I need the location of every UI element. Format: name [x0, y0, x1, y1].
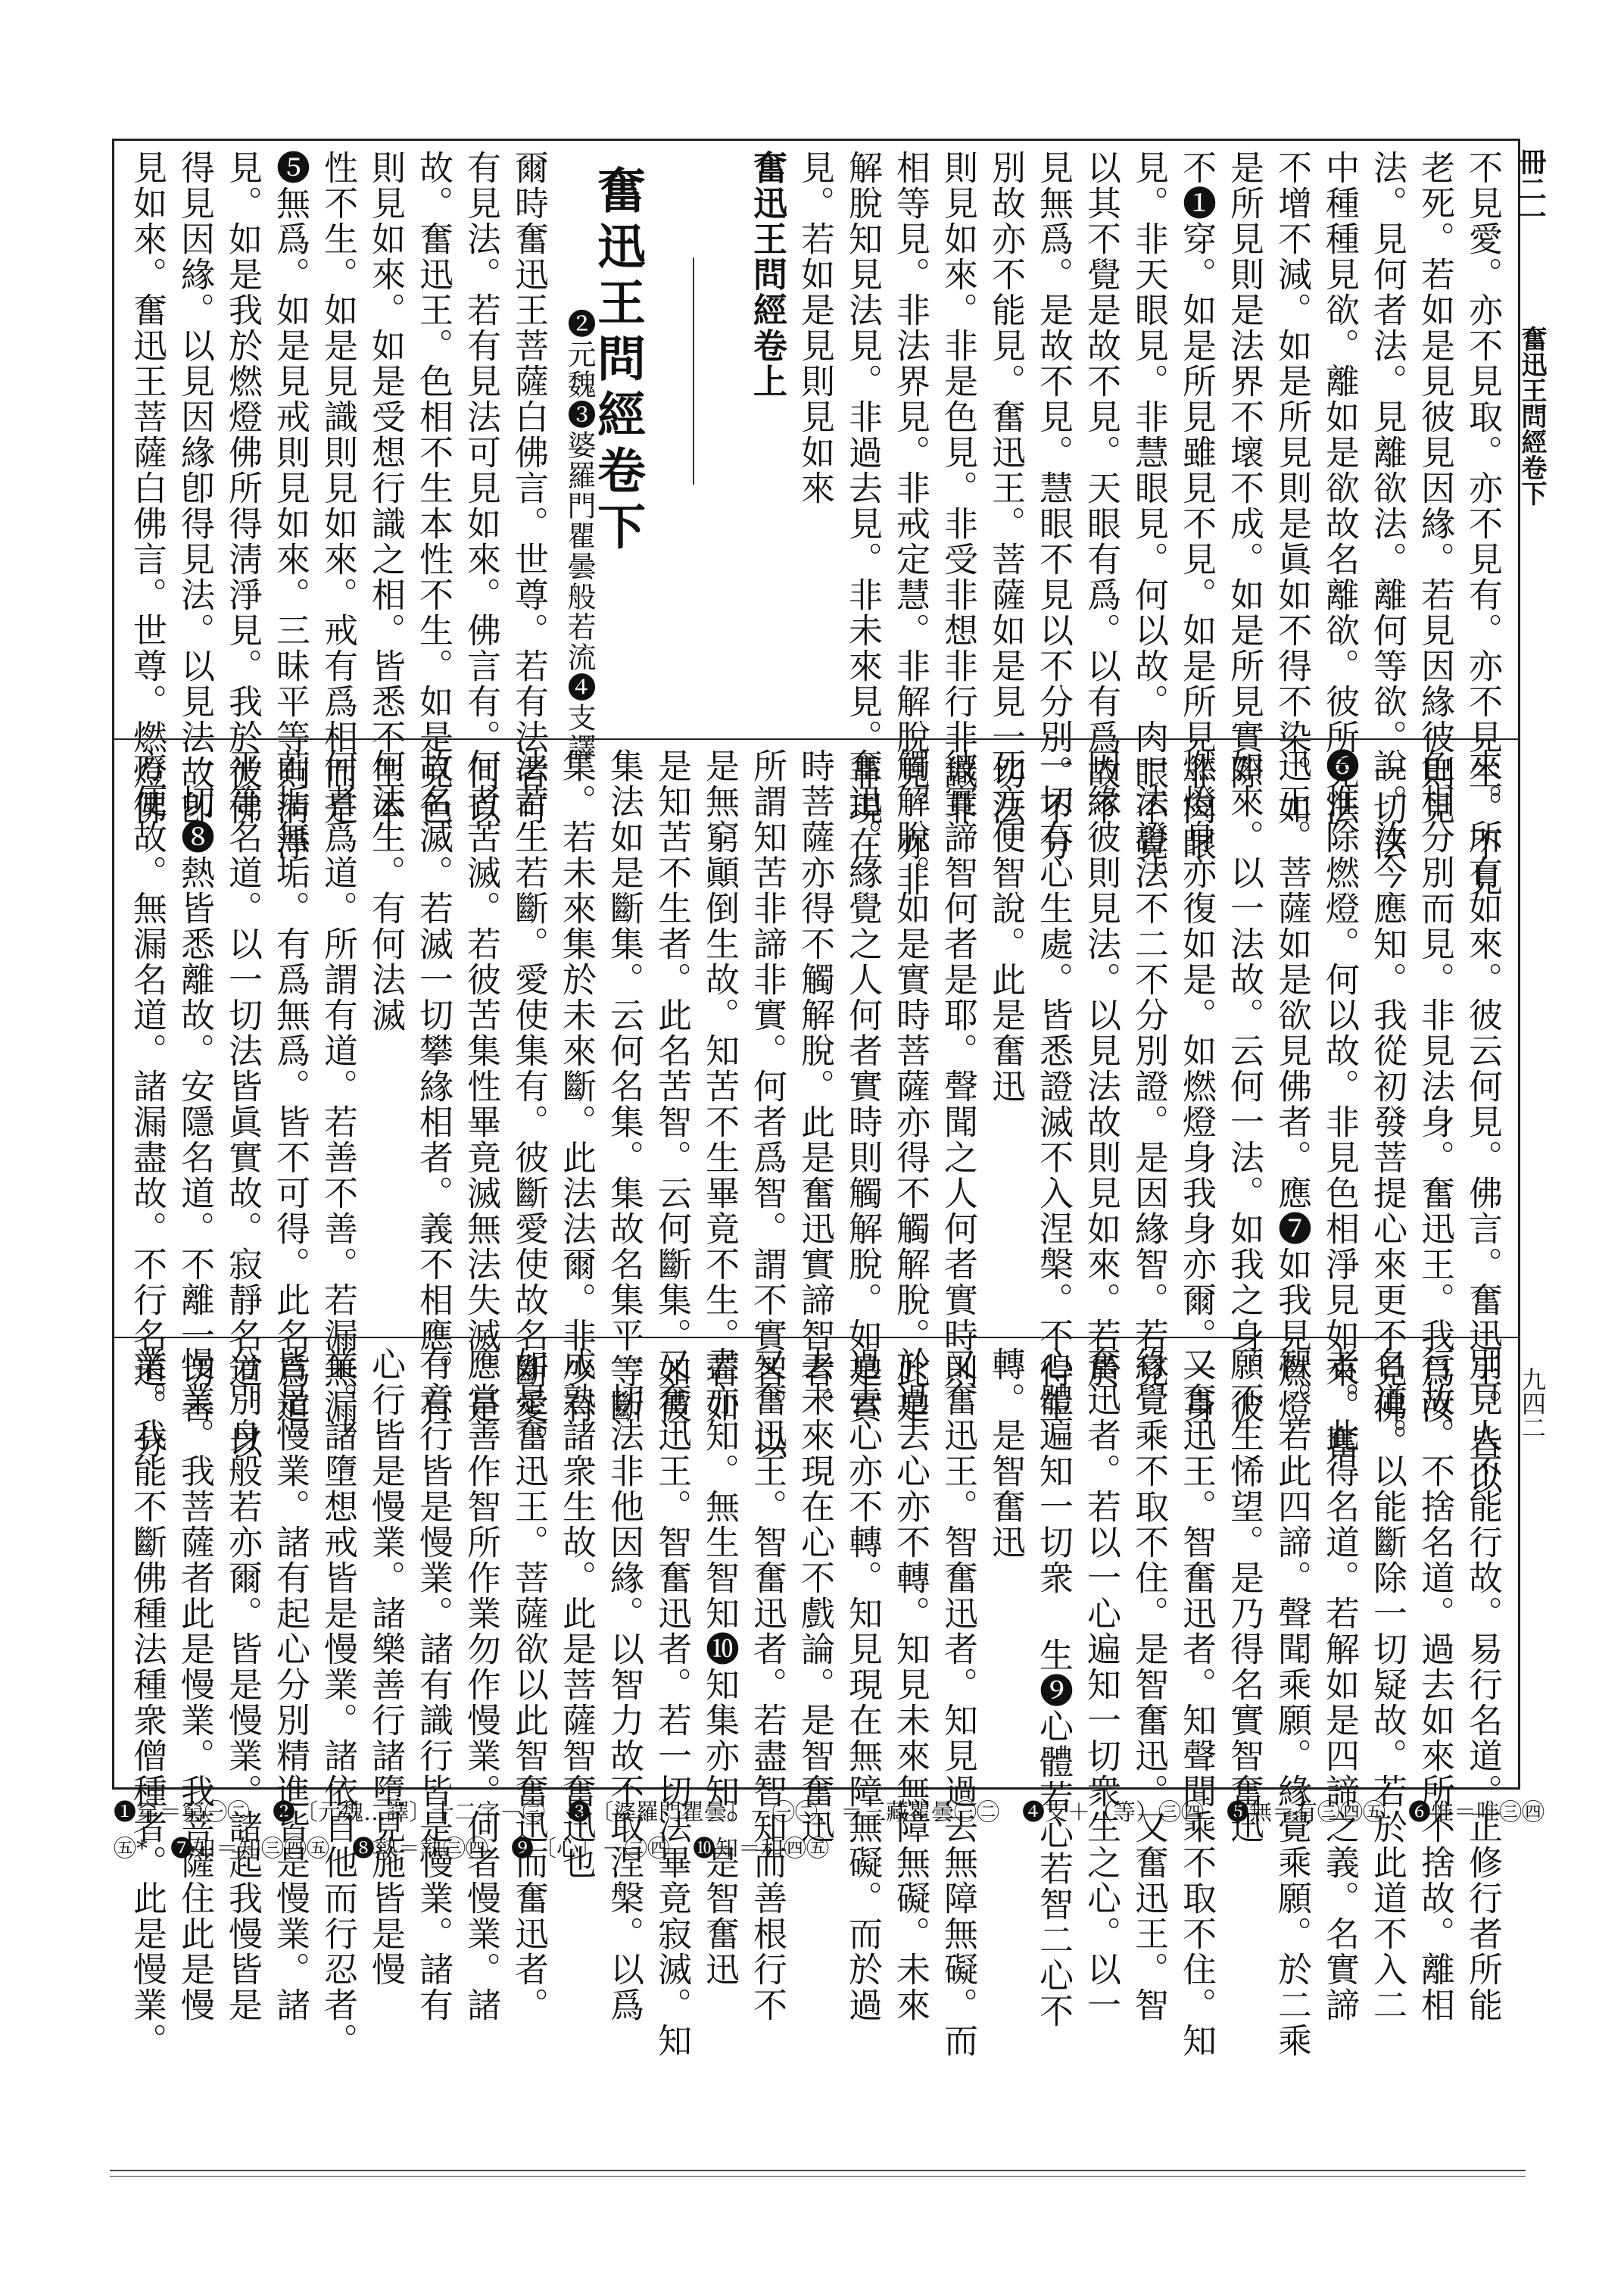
footnote-line: ㊄* ❼如＝知㊂㊃㊄ ❽熱＝執㊂㊃ ❾〔心〕－㊂㊃ ❿知＝和㊃㊄: [114, 1836, 829, 1862]
text-column: 得見因緣。以見因緣卽得見法。以見法故卽: [175, 150, 215, 826]
text-column: 盡亦知。無生智知❿知集亦知。是智奮迅: [700, 1347, 740, 1987]
text-column: 何者爲道。所謂有道。若善不善。若漏無漏。: [318, 748, 358, 1460]
register-divider-2: [112, 1337, 1520, 1338]
text-column: 願不生悕望。是乃得名實智奮迅: [1224, 1347, 1264, 1845]
register-divider-1: [112, 738, 1520, 740]
text-column: 又奮迅王。智奮迅者。若一切法畢竟寂滅。知: [652, 1347, 692, 2058]
bottom-rule: [110, 2176, 1526, 2177]
text-column: 法若生若斷。愛使集有。彼斷愛使故名斷愛。: [509, 748, 549, 1460]
text-column: 一法證法不二不分別證。是因緣智。若見: [1129, 748, 1169, 1389]
text-column: 因緣彼則見法。以見法故則見如來。若於: [1081, 748, 1121, 1389]
bottom-rule: [110, 2170, 1526, 2171]
text-column: 又奮迅王。智奮迅者。知聲聞乘不取不住。知: [1177, 1347, 1217, 2058]
text-column: 解脫知見法見。非過去見。非未來見。非現在: [843, 150, 883, 862]
text-column: 燃燈身亦復如是。如燃燈身我身亦爾。一身: [1177, 748, 1217, 1425]
text-column: 彼實諦智何者是耶。聲聞之人何者實時則: [938, 748, 978, 1389]
text-column: 一切法非他因緣。以智力故不取涅槃。以爲: [604, 1347, 644, 2023]
text-column: 應當善作智所作業勿作慢業。何者慢業。諸: [461, 1347, 501, 2023]
text-column: 奮迅者。若以一心遍知一切衆生之心。以一: [1081, 1347, 1121, 2023]
text-column: 相等見。非法界見。非戒定慧。非解脫見。亦非: [890, 150, 930, 897]
text-column: 時菩薩亦得不觸解脫。此是奮迅實諦智者。: [795, 748, 835, 1425]
text-column: 則見如來。非是色見。非受非想非行非識非: [938, 150, 978, 826]
text-column: 智。若此四諦。聲聞乘願。緣覺乘願。於二乘: [1272, 1347, 1312, 2058]
text-column: 見無爲。是故不見。慧眼不見以不分別。不分: [1033, 150, 1074, 862]
text-column: 迅王。菩薩如是欲見佛者。應❼如我見燃燈: [1272, 748, 1312, 1425]
text-column: 又奮迅王。智奮迅者。知見過去無障無礙。而: [938, 1347, 978, 2058]
text-column: 分別身般若亦爾。皆是慢業。諸起我慢皆是: [223, 1347, 263, 2023]
text-column: 見。若如是見則見如來: [795, 150, 835, 506]
text-column: 有見法。若有見法可見如來。佛言有。何以: [461, 150, 501, 826]
text-column: ❷元魏❸婆羅門瞿曇般若流❹支譯: [563, 309, 596, 763]
text-column: 緣覺乘不取不住。是智奮迅。又奮迅王。智: [1129, 1347, 1169, 2023]
text-column: 慢業。我菩薩者此是慢業。我菩薩住此是慢: [175, 1347, 215, 2023]
text-column: 方便故。無漏名道。諸漏盡故。不行名道。分: [127, 748, 167, 1460]
text-column: 死方便智說。此是奮迅: [986, 748, 1026, 1104]
text-column: 性不生。如是見識則見如來。戒有爲相而是: [318, 150, 358, 826]
text-column: 奮迅王問經卷上: [747, 150, 787, 399]
text-column: 中種種見欲。離如是欲故名離欲。彼所見法: [1320, 150, 1360, 826]
text-column: 有意行皆是慢業。諸有識行皆是慢業。諸有: [413, 1347, 454, 2023]
text-column: 又奮迅王。智奮迅者。若盡智知而善根行不: [747, 1347, 787, 2023]
title-divider: [693, 257, 694, 485]
text-column: 故。奮迅王。色相不生本性不生。如是見色: [413, 150, 454, 826]
text-column: 皆是慢業。諸有起心分別精進皆是慢業。諸: [270, 1347, 310, 2023]
text-column: 老死。若如是見彼見因緣。若見因緣彼則見: [1415, 150, 1455, 826]
text-column: 色相分別而見。非見法身。奮迅王。我爲汝: [1415, 748, 1455, 1425]
text-column: 見如來。奮迅王菩薩白佛言。世尊。燃燈佛: [127, 150, 167, 826]
text-column: 集。若未來集於未來斷。此法法爾。非少有: [556, 748, 597, 1425]
text-column: 別見人不能行故。易行名道。正修行者所能: [1463, 1347, 1503, 2023]
text-column: 如來。以一法故。云何一法。如我之身。彼: [1224, 748, 1264, 1425]
text-column: 成熟諸衆生故。此是菩薩智奮迅也: [556, 1347, 597, 1880]
text-column: 不見愛。亦不見取。亦不見有。亦不見生。不見: [1463, 150, 1503, 897]
text-column: 如是奮迅王。菩薩欲以此智奮迅而奮迅者。: [509, 1347, 549, 2023]
text-column: ❻惟除燃燈。何以故。非見色相淨見如來。奮: [1320, 748, 1360, 1460]
text-column: 是無窮顚倒生故。知苦不生畢竟不生。若如: [700, 748, 740, 1425]
page-number: 九四二: [1518, 1367, 1547, 1440]
text-column: 不❶穿。如是所見雖見不見。如是所見非肉眼: [1177, 150, 1217, 862]
text-column: [699, 150, 737, 739]
footnote-line: ❶穿＝窮㊀㊁ ❷〔元魏…譯〕十二字－㊂ ❸〔婆羅門瞿曇〕－㊀㊁，＝三藏瞿曇㊀㊁ ❹支＋（等）㊂㊃ ❺無＝有㊂㊃㊄ ❻惟＝唯㊂㊃: [114, 1799, 1545, 1826]
text-column: 所謂知苦非諦非實。何者爲智。謂不實智。以: [747, 748, 787, 1460]
text-column: 見。如是我於燃燈佛所得淸淨見。我於彼佛: [223, 150, 263, 826]
text-column: 業。我能不斷佛種法種衆僧種者。此是慢業。: [127, 1347, 167, 2058]
text-column: 奮迅王問經卷下: [589, 165, 646, 557]
text-column: 以其不覺是故不見。天眼有爲。以有爲故不: [1081, 150, 1121, 826]
text-column: 於過去心亦不轉。知見未來無障無礙。未來: [890, 1347, 930, 2023]
text-column: 何者苦滅。若彼苦集性畢竟滅無法失滅。是: [461, 748, 501, 1425]
running-title: 奮迅王問經卷下: [1516, 326, 1547, 506]
text-column: 說。汝今應知。我從初發菩提心來更不見佛。: [1367, 748, 1407, 1460]
footnotes: [114, 1795, 1545, 1868]
text-column: ❺無爲。如是見戒則見如來。三昧平等則淸淨: [270, 150, 310, 862]
text-column: 是所見則是法界不壞不成。如是所見實際: [1224, 150, 1264, 791]
text-column: 別故亦不能見。奮迅王。菩薩如是見一切法: [986, 150, 1026, 826]
text-column: 何法生。有何法滅: [366, 748, 406, 1033]
text-column: 集法如是斷集。云何名集。集故名集平等斷: [604, 748, 644, 1425]
text-column: 奮迅。緣覺之人何者實時則觸解脫。如是實: [843, 748, 883, 1425]
text-column: 一切有心生處。皆悉證滅不入涅槃。不得生: [1033, 748, 1074, 1425]
text-column: 心體遍知一切衆 生❾心體若心若智二心不: [1033, 1347, 1074, 2029]
text-column: 心行皆是慢業。諸樂善行諸墮見施皆是慢: [366, 1347, 406, 1987]
text-column: 是知苦不生者。此名苦智。云何斷集。如彼: [652, 748, 692, 1425]
text-column: 者。此得名道。若解如是四諦之義。名實諦: [1320, 1347, 1360, 2023]
text-column: 不增不減。如是所見則是眞如不得不染。如: [1272, 150, 1312, 826]
text-column: 平等名道。以一切法皆眞實故。寂靜名道。以: [223, 748, 263, 1460]
text-column: 觸解脫。如是實時菩薩亦得不觸解脫。此是: [890, 748, 930, 1425]
text-column: 業。諸墮想戒皆是慢業。諸依自他而行忍者。: [318, 1347, 358, 2058]
text-column: 名道。以能斷除一切疑故。若於此道不入二: [1367, 1347, 1407, 2023]
text-column: 去未來現在心不戲論。是智奮迅: [795, 1347, 835, 1845]
text-column: 若垢無垢。有爲無爲。皆不可得。此名爲道。: [270, 748, 310, 1460]
text-column: 來。所有如來。彼云何見。佛言。奮迅王。皆以: [1463, 748, 1503, 1496]
text-column: 爾時奮迅王菩薩白佛言。世尊。若有法者可: [509, 150, 549, 826]
volume-number: 冊二一: [1515, 148, 1547, 229]
text-column: 見。非天眼見。非慧眼見。何以故。肉眼不覺。: [1129, 150, 1169, 897]
text-column: 故名滅。若滅一切攀緣相者。義不相應。有: [413, 748, 454, 1425]
text-column: 轉。是智奮迅: [986, 1347, 1026, 1560]
text-column: 一切❽熱皆悉離故。安隱名道。不離一切善: [175, 748, 215, 1425]
text-column: 法。見何者法。見離欲法。離何等欲。一切法: [1367, 150, 1407, 862]
text-column: 則見如來。如是受想行識之相。皆悉不生本: [366, 150, 406, 826]
text-column: 行故。不捨名道。過去如來所不捨故。離相: [1415, 1347, 1455, 2023]
text-column: [651, 150, 689, 739]
text-column: 過去心亦不轉。知見現在無障無礙。而於過: [843, 1347, 883, 2023]
